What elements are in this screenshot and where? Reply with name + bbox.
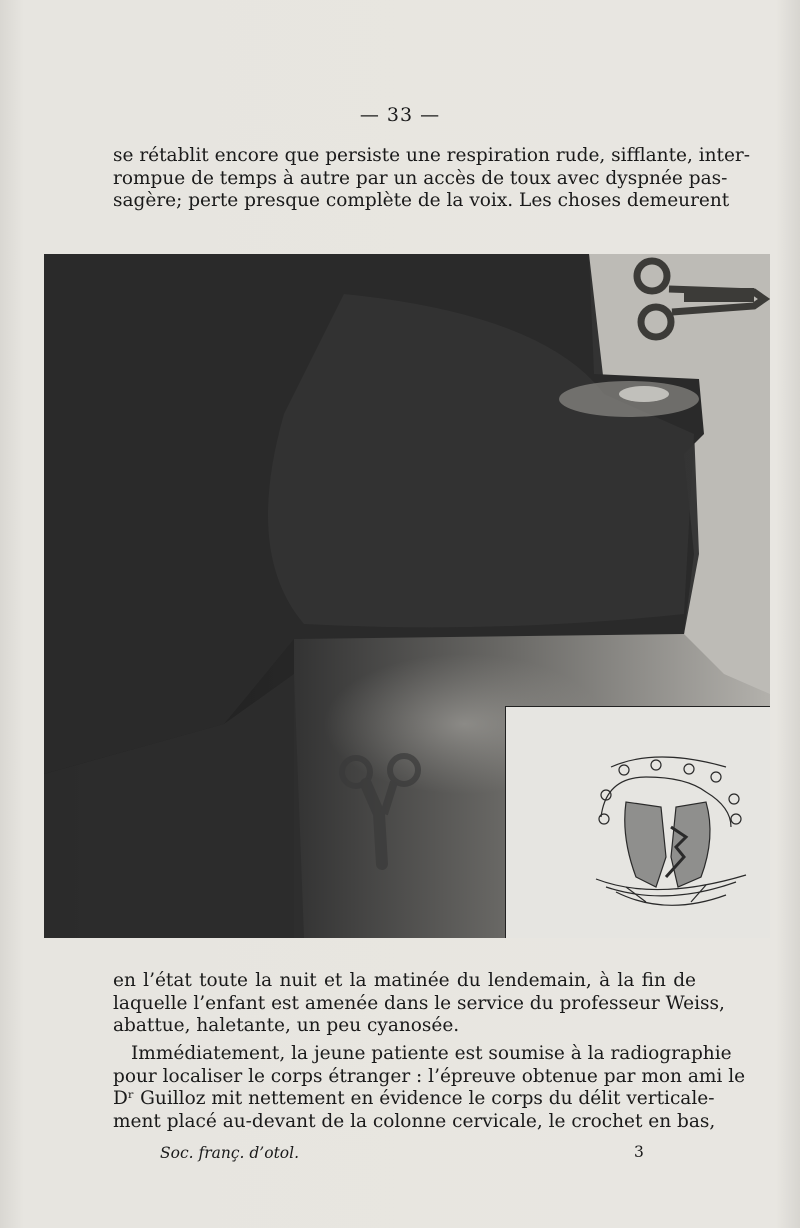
radiograph-figure	[44, 254, 770, 938]
text-line: ment placé au-devant de la colonne cervicale, le crochet en bas,	[113, 1110, 716, 1132]
text-line: rompue de temps à autre par un accès de toux avec dyspnée pas-	[113, 167, 728, 189]
journal-footer: Soc. franç. d’otol.	[160, 1144, 300, 1162]
laryngoscopic-inset	[505, 706, 770, 938]
signature-mark: 3	[634, 1143, 644, 1161]
text-line: abattue, haletante, un peu cyanosée.	[113, 1015, 460, 1036]
text-line: Immédiatement, la jeune patiente est soumise à la radiographie	[131, 1043, 732, 1064]
text-line: en l’état toute la nuit et la matinée du lendemain, à la fin de	[113, 970, 696, 991]
top-paragraph	[113, 145, 751, 213]
text-line: se rétablit encore que persiste une respiration rude, sifflante, inter-	[113, 145, 751, 166]
text-line: sagère; perte presque complète de la voix. Les choses demeurent	[113, 190, 730, 211]
page-number: — 33 —	[359, 104, 441, 126]
text-line: pour localiser le corps étranger : l’épreuve obtenue par mon ami le	[113, 1065, 746, 1087]
larynx-drawing-icon	[506, 707, 770, 938]
text-line: laquelle l’enfant est amenée dans le service du professeur Weiss,	[113, 992, 725, 1014]
bottom-paragraph-1	[113, 970, 725, 1038]
text-line: Dʳ Guilloz mit nettement en évidence le corps du délit verticale-	[113, 1088, 715, 1109]
bottom-paragraph-2	[113, 1043, 746, 1133]
